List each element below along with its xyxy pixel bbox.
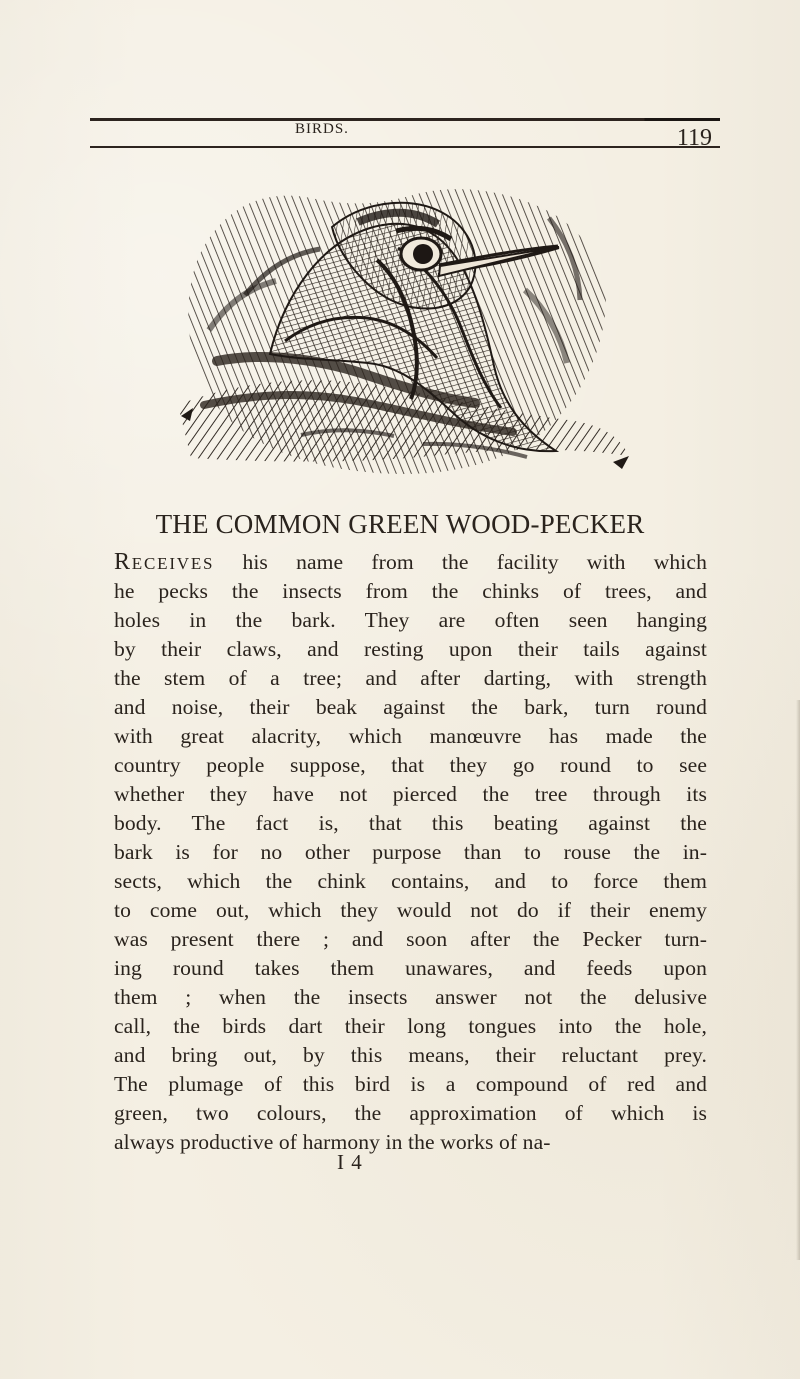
text-line bbox=[114, 548, 707, 577]
header-top-rule bbox=[90, 118, 720, 121]
text-line: holes in the bark. They are often seen hanging bbox=[114, 608, 707, 632]
text-line: and noise, their beak against the bark, turn round bbox=[114, 695, 707, 719]
text-line: bark is for no other purpose than to rouse the in- bbox=[114, 840, 707, 864]
article-title: THE COMMON GREEN WOOD-PECKER bbox=[155, 509, 645, 539]
text-line: by their claws, and resting upon their tails against bbox=[114, 637, 707, 661]
text-line: country people suppose, that they go round to see bbox=[114, 753, 707, 777]
text-line: the stem of a tree; and after darting, with strength bbox=[114, 666, 707, 690]
header-bottom-rule bbox=[90, 146, 720, 148]
woodpecker-engraving-icon bbox=[175, 170, 630, 482]
page-number: 119 bbox=[676, 125, 712, 151]
text-line: green, two colours, the approximation of which is bbox=[114, 1101, 707, 1125]
text-line: The plumage of this bird is a compound of red and bbox=[114, 1072, 707, 1096]
text-line: them ; when the insects answer not the delusive bbox=[114, 985, 707, 1009]
text-line: sects, which the chink contains, and to force them bbox=[114, 869, 707, 893]
lead-word: Receives bbox=[114, 549, 215, 575]
text-line: call, the birds dart their long tongues into the hole, bbox=[114, 1014, 707, 1038]
text-line: to come out, which they would not do if their enemy bbox=[114, 898, 707, 922]
page-edge-shadow bbox=[796, 700, 800, 1260]
text-line: always productive of harmony in the works of na- bbox=[114, 1130, 551, 1154]
text-line: and bring out, by this means, their reluctant prey. bbox=[114, 1043, 707, 1067]
text-line: was present there ; and soon after the Pecker turn- bbox=[114, 927, 707, 951]
running-header bbox=[90, 118, 720, 156]
text-line: whether they have not pierced the tree through its bbox=[114, 782, 707, 806]
text-line: body. The fact is, that this beating against the bbox=[114, 811, 707, 835]
text-line: he pecks the insects from the chinks of trees, and bbox=[114, 579, 707, 603]
running-title: BIRDS. bbox=[295, 121, 349, 137]
article-body bbox=[114, 548, 707, 1157]
signature-mark: I 4 bbox=[337, 1150, 363, 1174]
text-line-content: his name from the facility with which bbox=[242, 550, 707, 574]
text-line: ing round takes them unawares, and feeds upon bbox=[114, 956, 707, 980]
text-line: with great alacrity, which manœuvre has made the bbox=[114, 724, 707, 748]
